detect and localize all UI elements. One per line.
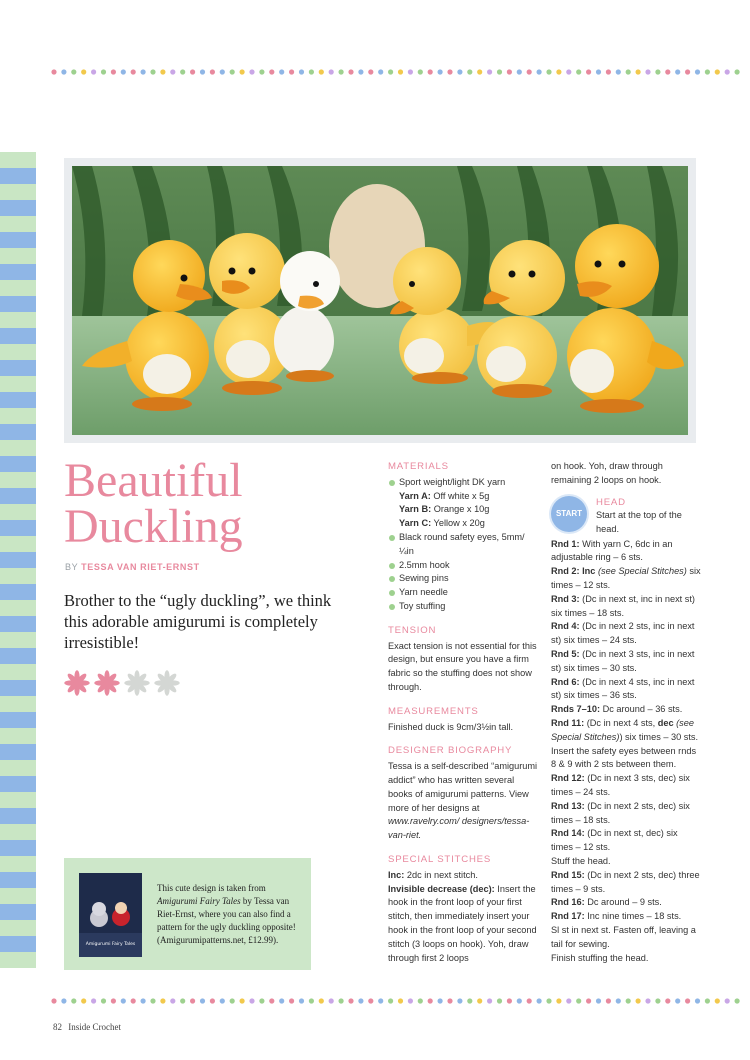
yarn-c: Yarn C: Yellow x 20g [399, 518, 485, 529]
stuff-head-note: Stuff the head. [551, 855, 611, 866]
title-line-1: Beautiful [64, 454, 243, 507]
round-12: Rnd 12: (Dc in next 3 sts, dec) six times – 24 sts. [551, 773, 690, 797]
difficulty-star-filled-icon [64, 670, 90, 696]
book-cover-title: Amigurumi Fairy Tales [85, 942, 136, 947]
title-line-2: Duckling [64, 500, 243, 553]
tension-text: Exact tension is not essential for this design, but ensure you have a firm fabric so the stuffing does not show through. [388, 640, 537, 692]
round-4: Rnd 4: (Dc in next 2 sts, inc in next st) six times – 24 sts. [551, 621, 695, 646]
article-title [64, 454, 364, 553]
magazine-name: Inside Crochet [68, 1022, 121, 1032]
round-15: Rnd 15: (Dc in next 2 sts, dec) three times – 9 sts. [551, 869, 700, 894]
book-title: Amigurumi Fairy Tales [157, 896, 241, 906]
difficulty-rating [64, 670, 184, 696]
byline [65, 562, 200, 572]
round-5: Rnd 5: (Dc in next 3 sts, inc in next st) six times – 30 sts. [551, 648, 695, 673]
round-13: Rnd 13: (Dc in next 2 sts, dec) six times – 18 sts. [551, 800, 690, 825]
top-dot-border [50, 67, 740, 77]
rounds-7-10: Rnds 7–10: Dc around – 36 sts. [551, 704, 683, 715]
start-badge: START [551, 496, 587, 532]
tension-heading: TENSION [388, 624, 437, 636]
round-3: Rnd 3: (Dc in next st, inc in next st) six times – 18 sts. [551, 593, 695, 618]
biography-heading: DESIGNER BIOGRAPHY [388, 745, 513, 757]
difficulty-star-empty-icon [154, 670, 180, 696]
left-stripe-border [0, 152, 36, 968]
materials-heading: MATERIALS [388, 461, 449, 472]
eyes-note: Insert the safety eyes between rnds 8 & 9 with 2 sts between them. [551, 745, 697, 770]
material-item: 2.5mm hook [388, 559, 538, 573]
book-promo-text: This cute design is taken from Amigurumi Fairy Tales by Tessa van Riet-Ernst, where you can also find a pattern for the ugly duckling opposite! (Amigurumipatterns.net, £12.99). [157, 883, 296, 945]
inc-definition: Inc: 2dc in next stitch. [388, 869, 478, 880]
material-item: Yarn needle [388, 586, 538, 600]
round-1: Rnd 1: With yarn C, 6dc in an adjustable ring – 6 sts. [551, 538, 673, 563]
biography-text: Tessa is a self-described “amigurumi addict” who has written several books of amigurumi patterns. View more of her designs at www.ravelry.com/ designers/tessa-van-riet. [388, 761, 538, 841]
duckling-photo [64, 158, 696, 443]
material-item: Sport weight/light DK yarn [388, 476, 538, 490]
materials-column [388, 460, 538, 965]
head-intro: Start at the top of the head. [596, 510, 682, 535]
book-promo-box [64, 858, 311, 970]
round-6: Rnd 6: (Dc in next 4 sts, inc in next st) six times – 36 sts. [551, 676, 695, 701]
round-17: Rnd 17: Inc nine times – 18 sts. [551, 911, 682, 922]
author-name: TESSA VAN RIET-ERNST [81, 562, 200, 572]
page-footer [53, 1022, 121, 1032]
fasten-off-note: Sl st in next st. Fasten off, leaving a tail for sewing. [551, 924, 696, 949]
round-2: Rnd 2: Inc (see Special Stitches) six times – 12 sts. [551, 566, 701, 590]
yarn-b: Yarn B: Orange x 10g [399, 504, 490, 515]
measurements-heading: MEASUREMENTS [388, 705, 479, 717]
head-heading: HEAD [596, 496, 626, 508]
yarn-a: Yarn A: Off white x 5g [399, 490, 490, 501]
round-14: Rnd 14: (Dc in next st, dec) six times – 12 sts. [551, 828, 678, 853]
page-number: 82 [53, 1022, 62, 1032]
dec-continuation: on hook. Yoh, draw through remaining 2 loops on hook. [551, 461, 663, 485]
material-item: Sewing pins [388, 572, 538, 586]
round-16: Rnd 16: Dc around – 9 sts. [551, 897, 662, 908]
material-item: Toy stuffing [388, 600, 538, 614]
material-item: Black round safety eyes, 5mm/¼in [388, 531, 538, 559]
intro-text: Brother to the “ugly duckling”, we think this adorable amigurumi is completely irresistible! [64, 591, 332, 652]
measurements-text: Finished duck is 9cm/3½in tall. [388, 721, 514, 732]
round-11: Rnd 11: (Dc in next 4 sts, dec (see Special Stitches)) six times – 30 sts. [551, 717, 699, 742]
difficulty-star-filled-icon [94, 670, 120, 696]
special-stitches-heading: SPECIAL STITCHES [388, 853, 492, 865]
dec-definition: Invisible decrease (dec): Insert the hook in the front loop of your first stitch, then immediately insert your hook in the front loop of your second stitch (3 loops on hook). Yoh, draw through first 2 loops [388, 883, 537, 963]
bottom-dot-border [50, 996, 740, 1006]
head-section-header [551, 496, 701, 538]
pattern-column [551, 460, 701, 965]
difficulty-star-empty-icon [124, 670, 150, 696]
book-cover-image [79, 873, 142, 957]
designer-link[interactable]: www.ravelry.com/ designers/tessa-van-riet. [388, 816, 530, 841]
by-label: BY [65, 562, 79, 572]
finish-note: Finish stuffing the head. [551, 952, 649, 963]
